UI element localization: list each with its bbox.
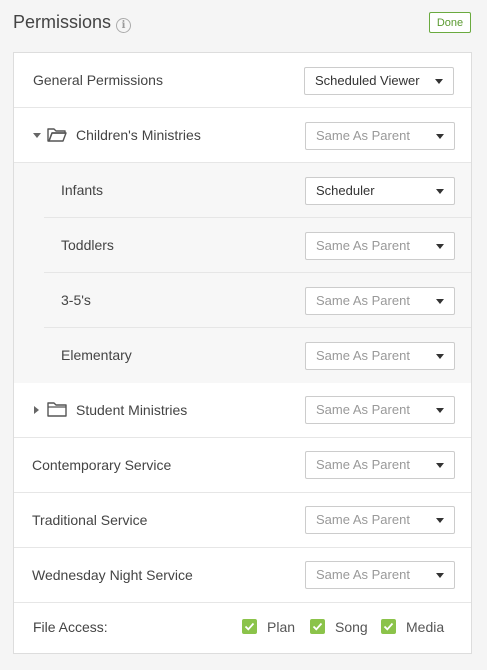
permission-select[interactable] <box>305 396 455 424</box>
select-value: Same As Parent <box>316 293 410 308</box>
page-title: Permissions <box>13 12 112 32</box>
select-value: Same As Parent <box>316 457 410 472</box>
caret-down-icon <box>436 299 444 304</box>
permission-select[interactable] <box>305 232 455 260</box>
checkmark-icon <box>244 621 255 632</box>
plan-label: Plan <box>267 619 296 635</box>
checkmark-icon <box>383 621 394 632</box>
select-value: Scheduled Viewer <box>315 73 420 88</box>
permission-select[interactable] <box>305 342 455 370</box>
row-label: Student Ministries <box>76 402 188 418</box>
row-traditional-service <box>14 493 471 548</box>
permission-select[interactable] <box>305 561 455 589</box>
caret-down-icon <box>436 518 444 523</box>
row-label: General Permissions <box>33 72 163 88</box>
caret-down-icon <box>436 408 444 413</box>
permission-select[interactable] <box>305 287 455 315</box>
row-label: 3-5's <box>61 292 91 308</box>
caret-down-icon <box>436 573 444 578</box>
row-label: Toddlers <box>61 237 114 253</box>
select-value: Scheduler <box>316 183 375 198</box>
caret-down-icon <box>436 189 444 194</box>
select-value: Same As Parent <box>316 402 410 417</box>
select-value: Same As Parent <box>316 348 410 363</box>
checkmark-icon <box>312 621 323 632</box>
row-3-5s <box>44 273 471 328</box>
folder-open-icon <box>47 127 67 143</box>
select-value: Same As Parent <box>316 567 410 582</box>
row-label: Infants <box>61 182 104 198</box>
caret-down-icon <box>436 354 444 359</box>
done-button[interactable]: Done <box>429 12 471 33</box>
info-icon[interactable]: i <box>116 18 131 33</box>
permission-select[interactable] <box>305 451 455 479</box>
select-value: Same As Parent <box>316 128 410 143</box>
row-label: Traditional Service <box>32 512 148 528</box>
row-general-permissions <box>14 53 471 108</box>
row-contemporary-service <box>14 438 471 493</box>
select-value: Same As Parent <box>316 512 410 527</box>
row-childrens-ministries[interactable] <box>14 108 471 163</box>
select-value: Same As Parent <box>316 238 410 253</box>
header <box>0 0 487 52</box>
permission-select[interactable] <box>305 506 455 534</box>
row-label: Wednesday Night Service <box>32 567 193 583</box>
file-access-row <box>14 601 471 653</box>
permission-select[interactable] <box>305 177 455 205</box>
expand-arrow-right-icon[interactable] <box>34 406 39 414</box>
file-access-label: File Access: <box>33 619 108 635</box>
song-label: Song <box>335 619 368 635</box>
caret-down-icon <box>436 463 444 468</box>
media-label: Media <box>406 619 445 635</box>
row-student-ministries[interactable] <box>14 383 471 438</box>
song-checkbox[interactable] <box>310 619 325 634</box>
expand-arrow-down-icon[interactable] <box>33 133 41 138</box>
plan-checkbox[interactable] <box>242 619 257 634</box>
row-label: Contemporary Service <box>32 457 172 473</box>
folder-icon <box>47 401 67 417</box>
caret-down-icon <box>435 79 443 84</box>
row-wednesday-night-service <box>14 548 471 603</box>
permissions-panel <box>13 52 472 654</box>
permission-select[interactable] <box>305 122 455 150</box>
caret-down-icon <box>436 134 444 139</box>
media-checkbox[interactable] <box>381 619 396 634</box>
permission-select[interactable] <box>304 67 454 95</box>
row-toddlers <box>44 218 471 273</box>
row-elementary <box>44 328 471 383</box>
row-label: Elementary <box>61 347 132 363</box>
row-label: Children's Ministries <box>76 127 201 143</box>
caret-down-icon <box>436 244 444 249</box>
row-infants <box>44 163 471 218</box>
